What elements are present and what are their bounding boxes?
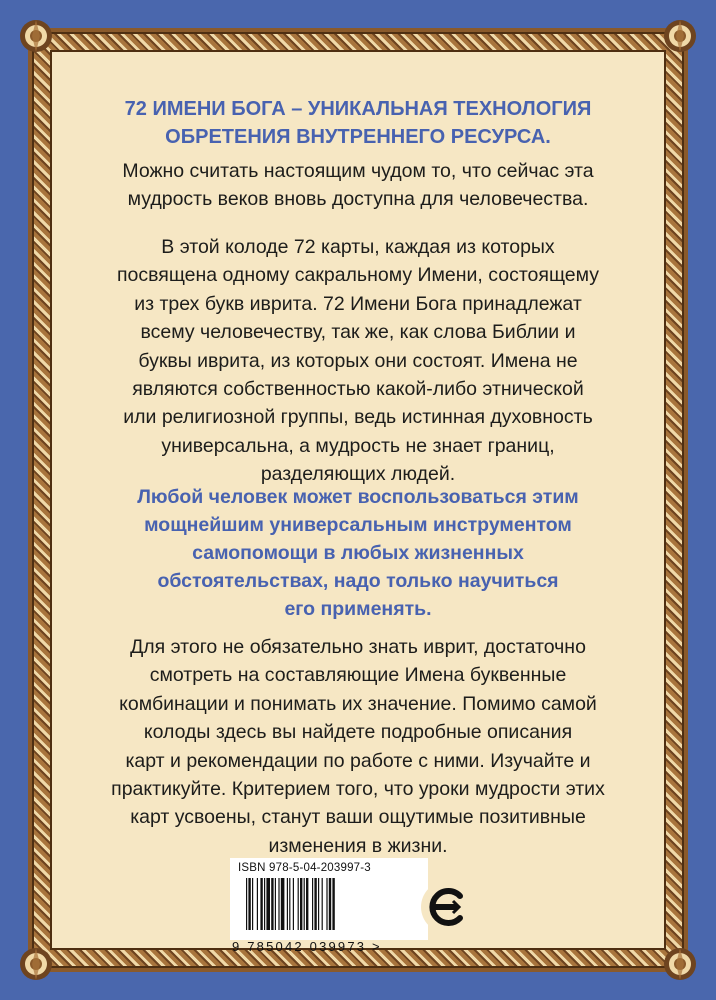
eksmo-logo-icon: [420, 880, 474, 934]
paragraph-line: изменения в жизни.: [268, 834, 448, 857]
barcode-bar: [260, 878, 262, 930]
ornament-corner-icon: [16, 944, 56, 984]
barcode-bar: [304, 878, 305, 930]
barcode-bar: [257, 878, 258, 930]
paragraph-line: В этой колоде 72 карты, каждая из которых: [161, 236, 555, 258]
headline: [52, 95, 664, 151]
barcode-bar: [287, 878, 288, 930]
barcode-bar: [314, 878, 316, 930]
accent-line: мощнейшим универсальным инструментом: [144, 514, 572, 536]
barcode-bar: [322, 878, 323, 930]
barcode-bar: [289, 878, 290, 930]
paragraph-line: являются собственностью какой-либо этнической: [132, 378, 584, 401]
barcode-bar: [293, 878, 294, 930]
barcode-bar: [271, 878, 273, 930]
usage-paragraph: [52, 633, 664, 860]
intro-paragraph: [52, 157, 664, 214]
paragraph-line: карт усвоены, станут ваши ощутимые позитивные: [130, 806, 586, 829]
barcode-bar: [326, 878, 327, 930]
accent-line: обстоятельствах, надо только научиться: [157, 570, 559, 592]
paragraph-line: Можно считать настоящим чудом то, что сейчас эта: [122, 160, 594, 182]
paragraph-line: из трех букв иврита. 72 Имени Бога принадлежат: [134, 292, 582, 315]
description-paragraph: [52, 233, 664, 489]
paragraph-line: карт и рекомендации по работе с ними. Изучайте и: [125, 749, 591, 772]
paragraph-line: или религиозной группы, ведь истинная духовность: [123, 406, 593, 429]
paragraph-line: всему человечеству, так же, как слова Библии и: [140, 321, 576, 344]
paragraph-line: практикуйте. Критерием того, что уроки мудрости этих: [111, 778, 605, 801]
headline-line: ОБРЕТЕНИЯ ВНУТРЕННЕГО РЕСУРСА.: [165, 126, 551, 148]
accent-paragraph: [52, 483, 664, 623]
barcode-bar: [275, 878, 276, 930]
barcode-bar: [329, 878, 331, 930]
accent-line: Любой человек может воспользоваться этим: [137, 486, 579, 508]
paragraph-line: буквы иврита, из которых они состоят. Имена не: [138, 349, 578, 372]
barcode-bar: [300, 878, 302, 930]
barcode-bar: [312, 878, 313, 930]
barcode-bar: [248, 878, 250, 930]
barcode-bar: [252, 878, 253, 930]
paragraph-line: универсальна, а мудрость не знает границ,: [161, 434, 555, 457]
barcode-bar: [332, 878, 334, 930]
barcode-bar: [281, 878, 285, 930]
paragraph-line: колоды здесь вы найдете подробные описания: [143, 721, 573, 744]
paragraph-line: посвящена одному сакральному Имени, состоящему: [116, 264, 599, 287]
ornament-corner-icon: [660, 944, 700, 984]
paragraph-line: смотреть на составляющие Имена буквенные: [149, 664, 567, 687]
paragraph-line: мудрость веков вновь доступна для человечества.: [127, 188, 589, 211]
accent-line: его применять.: [284, 598, 432, 620]
barcode-bar: [266, 878, 270, 930]
barcode-bar: [306, 878, 308, 930]
ornament-corner-icon: [16, 16, 56, 56]
paragraph-line: разделяющих людей.: [260, 463, 456, 486]
barcode-bar: [278, 878, 279, 930]
paragraph-line: Для этого не обязательно знать иврит, достаточно: [130, 636, 586, 658]
barcode: [246, 878, 414, 930]
ornament-corner-icon: [660, 16, 700, 56]
barcode-bar: [264, 878, 265, 930]
barcode-bar: [318, 878, 319, 930]
accent-line: самопомощи в любых жизненных: [192, 542, 524, 564]
isbn-label: ISBN 978-5-04-203997-3: [238, 862, 371, 874]
barcode-bar: [298, 878, 299, 930]
barcode-bar: [246, 878, 247, 930]
paragraph-line: комбинации и понимать их значение. Помимо самой: [119, 692, 597, 715]
barcode-digits: 9 785042 039973 >: [232, 939, 382, 954]
headline-line: 72 ИМЕНИ БОГА – УНИКАЛЬНАЯ ТЕХНОЛОГИЯ: [124, 98, 592, 120]
